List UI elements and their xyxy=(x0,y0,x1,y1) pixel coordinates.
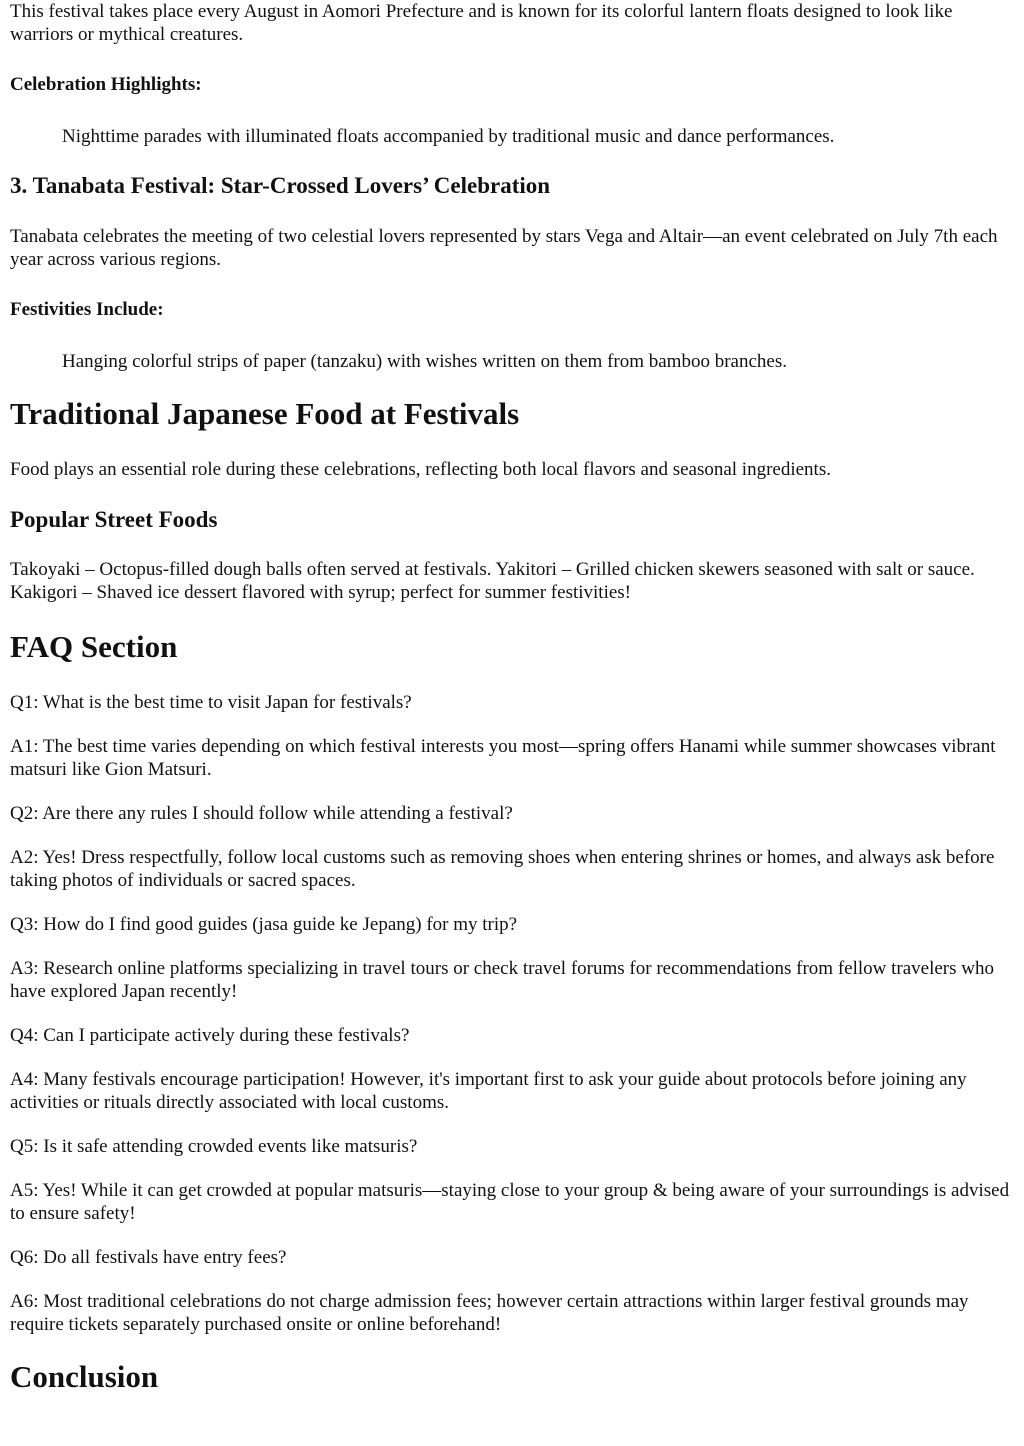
faq-answer: A1: The best time varies depending on which festival interests you most—spring offers Hanami while summer showcases vibrant matsuri like Gion Matsuri. xyxy=(10,736,996,780)
faq-answer: A5: Yes! While it can get crowded at popular matsuris—staying close to your group & being aware of your surroundings is advised to ensure safety! xyxy=(10,1180,1010,1224)
celebration-highlights-label: Celebration Highlights: xyxy=(10,74,202,95)
faq-answer: A6: Most traditional celebrations do not charge admission fees; however certain attractions within larger festival grounds may require tickets separately purchased onsite or online beforehand! xyxy=(10,1291,969,1335)
tanabata-heading: 3. Tanabata Festival: Star-Crossed Lovers’ Celebration xyxy=(10,173,551,198)
faq-question: Q4: Can I participate actively during these festivals? xyxy=(10,1025,410,1046)
food-section-heading: Traditional Japanese Food at Festivals xyxy=(10,396,520,431)
faq-question: Q1: What is the best time to visit Japan for festivals? xyxy=(10,692,412,713)
faq-question: Q3: How do I find good guides (jasa guide ke Jepang) for my trip? xyxy=(10,914,518,935)
faq-answer: A2: Yes! Dress respectfully, follow local customs such as removing shoes when entering shrines or homes, and always ask before taking photos of individuals or sacred spaces. xyxy=(10,847,995,891)
nebuta-description: This festival takes place every August in Aomori Prefecture and is known for its colorful lantern floats designed to look like warriors or mythical creatures. xyxy=(10,1,953,45)
faq-question: Q6: Do all festivals have entry fees? xyxy=(10,1247,287,1268)
celebration-highlight-item: Nighttime parades with illuminated floats accompanied by traditional music and dance performances. xyxy=(62,126,835,147)
street-foods-text: Takoyaki – Octopus-filled dough balls often served at festivals. Yakitori – Grilled chicken skewers seasoned with salt or sauce. Kakigori – Shaved ice dessert flavored with syrup; perfect for summer festivities! xyxy=(10,559,975,603)
conclusion-heading: Conclusion xyxy=(10,1359,159,1394)
faq-answer: A3: Research online platforms specializing in travel tours or check travel forums for recommendations from fellow travelers who have explored Japan recently! xyxy=(10,958,994,1002)
street-foods-heading: Popular Street Foods xyxy=(10,507,218,532)
food-intro: Food plays an essential role during these celebrations, reflecting both local flavors and seasonal ingredients. xyxy=(10,459,831,480)
faq-answer: A4: Many festivals encourage participation! However, it's important first to ask your guide about protocols before joining any activities or rituals directly associated with local customs. xyxy=(10,1069,967,1113)
festivities-include-label: Festivities Include: xyxy=(10,299,164,320)
faq-question: Q5: Is it safe attending crowded events like matsuris? xyxy=(10,1136,418,1157)
faq-question: Q2: Are there any rules I should follow while attending a festival? xyxy=(10,803,513,824)
festivity-item: Hanging colorful strips of paper (tanzaku) with wishes written on them from bamboo branches. xyxy=(62,351,787,372)
faq-section-heading: FAQ Section xyxy=(10,629,178,664)
tanabata-description: Tanabata celebrates the meeting of two celestial lovers represented by stars Vega and Altair—an event celebrated on July 7th each year across various regions. xyxy=(10,226,998,270)
